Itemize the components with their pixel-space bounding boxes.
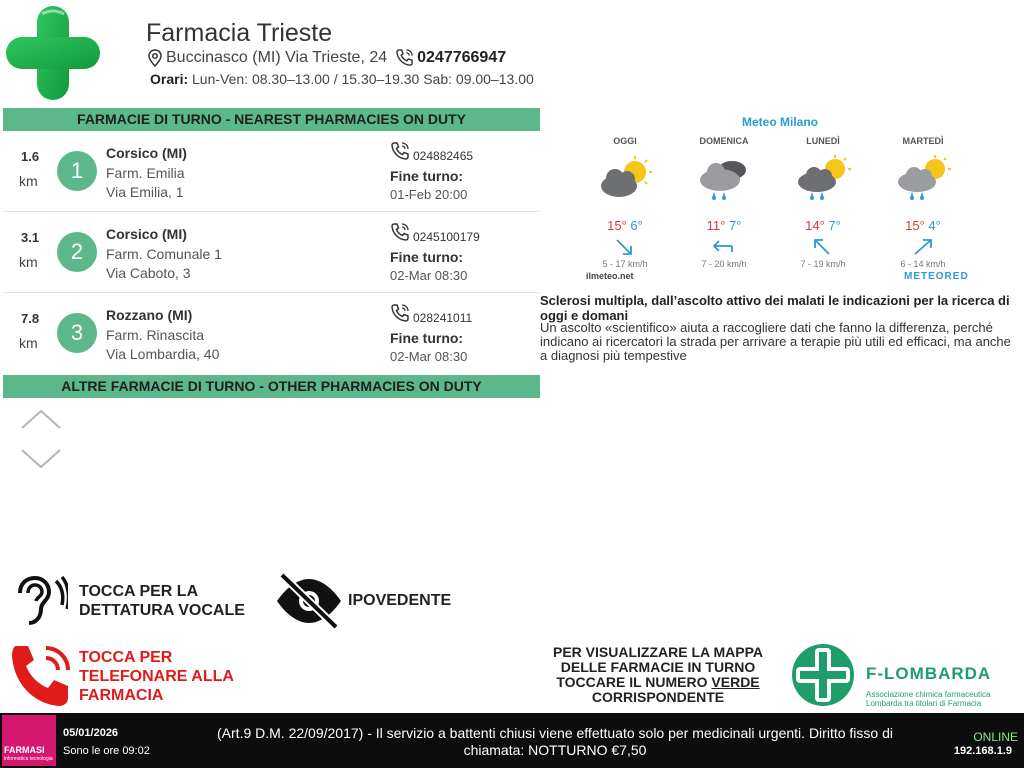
- duty-name: Farm. Emilia: [106, 165, 185, 181]
- weather-day: [778, 136, 868, 269]
- weather-min-temp: 6°: [630, 218, 643, 233]
- duty-phone[interactable]: 024882465: [413, 149, 474, 163]
- duty-street: Via Caboto, 3: [106, 265, 191, 281]
- wind-speed: 7 - 20 km/h: [701, 259, 747, 269]
- duty-end-label: Fine turno:: [390, 330, 464, 346]
- wind-direction-icon: [712, 237, 736, 257]
- weather-day: [580, 136, 670, 269]
- call-pharmacy-button[interactable]: [79, 648, 234, 705]
- voice-label-line2: DETTATURA VOCALE: [79, 602, 245, 619]
- phone-icon: [390, 222, 410, 242]
- voice-label-line1: TOCCA PER LA: [79, 583, 199, 600]
- duty-phone[interactable]: 028241011: [413, 311, 473, 325]
- sun-cloud-rain-icon: [895, 154, 951, 202]
- footer-notice: (Art.9 D.M. 22/09/2017) - Il servizio a battenti chiusi viene effettuato solo per medicinali urgenti. Diritto fisso di chiamata: NOTTURNO €7,50: [217, 725, 893, 758]
- address-line: [147, 48, 506, 67]
- call-label-line3: FARMACIA: [79, 687, 164, 704]
- cloud-rain-icon: [696, 154, 752, 202]
- connection-status: ONLINE: [973, 730, 1018, 744]
- call-label-line2: TELEFONARE ALLA: [79, 668, 234, 685]
- weather-temps: [878, 218, 968, 233]
- ear-icon[interactable]: [12, 575, 68, 627]
- duty-map-number[interactable]: 3: [57, 313, 97, 353]
- association-subtitle: [866, 690, 991, 708]
- scroll-up-icon[interactable]: [20, 408, 62, 430]
- duty-city: Corsico (MI): [106, 145, 187, 161]
- duty-street: Via Lombardia, 40: [106, 346, 220, 362]
- opening-hours: [150, 71, 534, 87]
- weather-max-temp: 11°: [706, 218, 726, 233]
- duty-pharmacy-row[interactable]: [3, 131, 540, 212]
- weather-day-name: MARTEDÌ: [902, 136, 944, 146]
- ip-address: 192.168.1.9: [953, 745, 1012, 757]
- weather-day: [878, 136, 968, 269]
- weather-credit-ilmeteo[interactable]: ilmeteo.net: [586, 271, 634, 281]
- phone-icon: [390, 141, 410, 161]
- association-sub2: Lombarda tra titolari di Farmacia: [866, 699, 982, 708]
- map-line1: PER VISUALIZZARE LA MAPPA: [552, 644, 763, 660]
- news-body: Un ascolto «scientifico» aiuta a raccogliere dati che fanno la differenza, perché indicano ai ricercatori la strada per arrivare a terapie più utili ed efficaci, ma anche a diagnosi più tempestive: [540, 320, 1011, 363]
- map-line2: DELLE FARMACIE IN TURNO: [560, 659, 756, 675]
- duty-pharmacy-row[interactable]: [3, 212, 540, 293]
- footer-date: 05/01/2026: [63, 727, 119, 739]
- weather-day-name: OGGI: [613, 136, 637, 146]
- wind-speed: 5 - 17 km/h: [602, 259, 648, 269]
- duty-street: Via Emilia, 1: [106, 184, 184, 200]
- duty-city: Corsico (MI): [106, 226, 187, 242]
- low-vision-button[interactable]: IPOVEDENTE: [348, 592, 452, 609]
- address-text: Buccinasco (MI) Via Trieste, 24: [166, 48, 388, 66]
- map-line3-a: TOCCARE IL NUMERO: [556, 674, 712, 690]
- duty-distance: 1.6: [21, 149, 40, 164]
- weather-max-temp: 14°: [805, 218, 825, 233]
- other-duty-header: ALTRE FARMACIE DI TURNO - OTHER PHARMACIES ON DUTY: [3, 375, 540, 398]
- cloud-sun-icon: [597, 154, 653, 202]
- farmasi-logo-text: FARMASI: [4, 745, 45, 755]
- pharmacy-name: Farmacia Trieste: [146, 19, 333, 47]
- farmasi-logo-sub: informatica tecnologia: [4, 756, 53, 762]
- weather-max-temp: 15°: [905, 218, 925, 233]
- hours-label: Orari:: [150, 71, 189, 87]
- map-line3-b: VERDE: [711, 674, 760, 690]
- map-line4: CORRISPONDENTE: [591, 689, 725, 705]
- duty-distance: 7.8: [21, 311, 40, 326]
- weather-temps: [679, 218, 769, 233]
- weather-min-temp: 7°: [828, 218, 841, 233]
- sun-cloud-rain-icon: [795, 154, 851, 202]
- duty-name: Farm. Comunale 1: [106, 246, 222, 262]
- weather-day-name: LUNEDÌ: [806, 136, 840, 146]
- hours-text: Lun-Ven: 08.30–13.00 / 15.30–19.30 Sab: 09.00–13.00: [192, 71, 534, 87]
- call-label-line1: TOCCA PER: [79, 649, 173, 666]
- wind-speed: 6 - 14 km/h: [900, 259, 946, 269]
- footer-time: Sono le ore 09:02: [63, 745, 150, 757]
- pharmacy-phone[interactable]: 0247766947: [417, 48, 507, 66]
- association-sub1: Associazione chimica farmaceutica: [866, 690, 991, 699]
- f-lombarda-logo: [788, 642, 858, 708]
- weather-temps: [580, 218, 670, 233]
- pharmacy-cross-logo: [4, 4, 102, 102]
- scroll-down-icon[interactable]: [20, 448, 62, 470]
- weather-temps: [778, 218, 868, 233]
- news-title: Sclerosi multipla, dall’ascolto attivo dei malati le indicazioni per la ricerca di oggi e domani: [540, 293, 1010, 323]
- location-pin-icon: [147, 49, 163, 67]
- duty-name: Farm. Rinascita: [106, 327, 205, 343]
- duty-end-time: 01-Feb 20:00: [390, 187, 468, 202]
- association-name: F-LOMBARDA: [866, 664, 992, 683]
- weather-max-temp: 15°: [607, 218, 627, 233]
- phone-icon: [390, 303, 410, 323]
- phone-icon: [395, 48, 414, 67]
- farmasi-logo: [2, 715, 56, 766]
- phone-call-icon[interactable]: [6, 642, 76, 710]
- duty-distance-unit: km: [19, 335, 38, 351]
- weather-min-temp: 7°: [728, 218, 742, 233]
- wind-speed: 7 - 19 km/h: [800, 259, 846, 269]
- duty-phone[interactable]: 0245100179: [413, 230, 480, 244]
- footer-bar: [0, 713, 1024, 768]
- wind-direction-icon: [911, 237, 935, 257]
- duty-distance-unit: km: [19, 173, 38, 189]
- weather-credit-meteored[interactable]: METEORED: [904, 271, 969, 282]
- map-instructions: [545, 645, 771, 705]
- eye-slash-icon[interactable]: [274, 573, 344, 629]
- wind-direction-icon: [811, 237, 835, 257]
- on-duty-header: FARMACIE DI TURNO - NEAREST PHARMACIES ON DUTY: [3, 108, 540, 131]
- duty-distance-unit: km: [19, 254, 38, 270]
- wind-direction-icon: [613, 237, 637, 257]
- duty-pharmacy-row[interactable]: [3, 293, 540, 374]
- duty-map-number[interactable]: 2: [57, 232, 97, 272]
- voice-dictation-button[interactable]: [79, 582, 245, 620]
- duty-end-label: Fine turno:: [390, 249, 464, 265]
- duty-map-number[interactable]: 1: [57, 151, 97, 191]
- duty-end-time: 02-Mar 08:30: [390, 349, 468, 364]
- duty-end-time: 02-Mar 08:30: [390, 268, 468, 283]
- duty-end-label: Fine turno:: [390, 168, 464, 184]
- weather-day-name: DOMENICA: [699, 136, 749, 146]
- weather-day: [679, 136, 769, 269]
- map-line3: [545, 675, 771, 690]
- duty-distance: 3.1: [21, 230, 40, 245]
- weather-title: Meteo Milano: [741, 115, 818, 129]
- duty-city: Rozzano (MI): [106, 307, 193, 323]
- weather-min-temp: 4°: [928, 218, 941, 233]
